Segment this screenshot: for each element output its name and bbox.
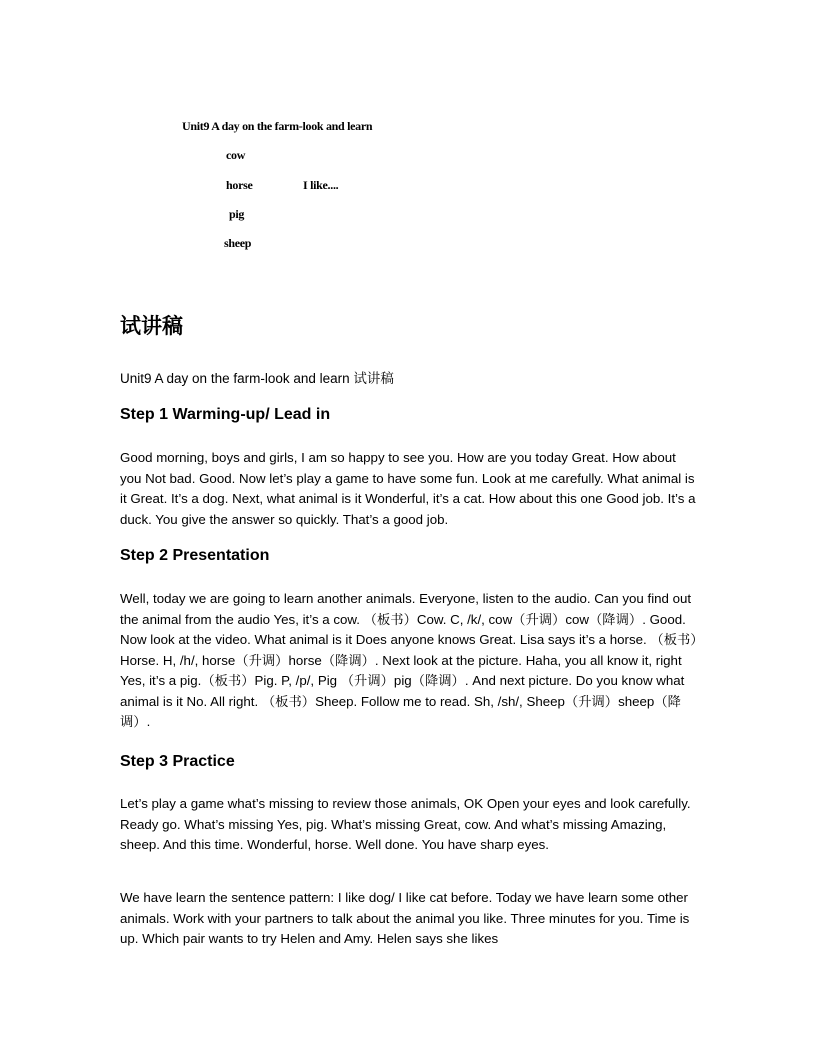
document-subtitle: Unit9 A day on the farm-look and learn 试讲稿 <box>120 371 394 386</box>
blackboard-title: Unit9 A day on the farm-look and learn <box>182 119 373 133</box>
blackboard-sentence: I like.... <box>303 178 339 192</box>
document-title: 试讲稿 <box>120 314 183 338</box>
step1-heading: Step 1 Warming-up/ Lead in <box>120 406 331 423</box>
step2-paragraph: Well, today we are going to learn another animals. Everyone, listen to the audio. Can you find out the animal from the audio Yes, it’s a cow. （板书）Cow. C, /k/, cow（升调）cow（降调）. Good. Now look at the video. What animal is it Does anyone knows Great. Lisa says it’s a horse. （板书）Horse. H, /h/, horse（升调）horse（降调）. Next look at the picture. Haha, you all know it, right Yes, it’s a pig.（板书）Pig. P, /p/, Pig （升调）pig（降调）. And next picture. Do you know what animal is it No. All right. （板书）Sheep. Follow me to read. Sh, /sh/, Sheep（升调）sheep（降调）. <box>120 591 697 729</box>
blackboard-word-horse: horse <box>226 178 253 192</box>
step1-paragraph: Good morning, boys and girls, I am so happy to see you. How are you today Great. How about you Not bad. Good. Now let’s play a game to have some fun. Look at me carefully. What animal is it Great. It’s a dog. Next, what animal is it Wonderful, it’s a cat. How about this one Good job. It’s a duck. You give the answer so quickly. That’s a good job. <box>120 450 696 527</box>
blackboard-word-sheep: sheep <box>224 236 252 250</box>
step2-heading: Step 2 Presentation <box>120 547 270 564</box>
step3-paragraph-2: We have learn the sentence pattern: I like dog/ I like cat before. Today we have learn some other animals. Work with your partners to talk about the animal you like. Three minutes for you. Time is up. Which pair wants to try Helen and Amy. Helen says she likes <box>120 890 690 946</box>
step3-paragraph-1: Let’s play a game what’s missing to review those animals, OK Open your eyes and look carefully. Ready go. What’s missing Yes, pig. What’s missing Great, cow. And what’s missing Amazing, sheep. And this time. Wonderful, horse. Well done. You have sharp eyes. <box>120 796 691 852</box>
step3-heading: Step 3 Practice <box>120 753 235 770</box>
blackboard-word-pig: pig <box>229 207 245 221</box>
blackboard-word-cow: cow <box>226 148 246 162</box>
